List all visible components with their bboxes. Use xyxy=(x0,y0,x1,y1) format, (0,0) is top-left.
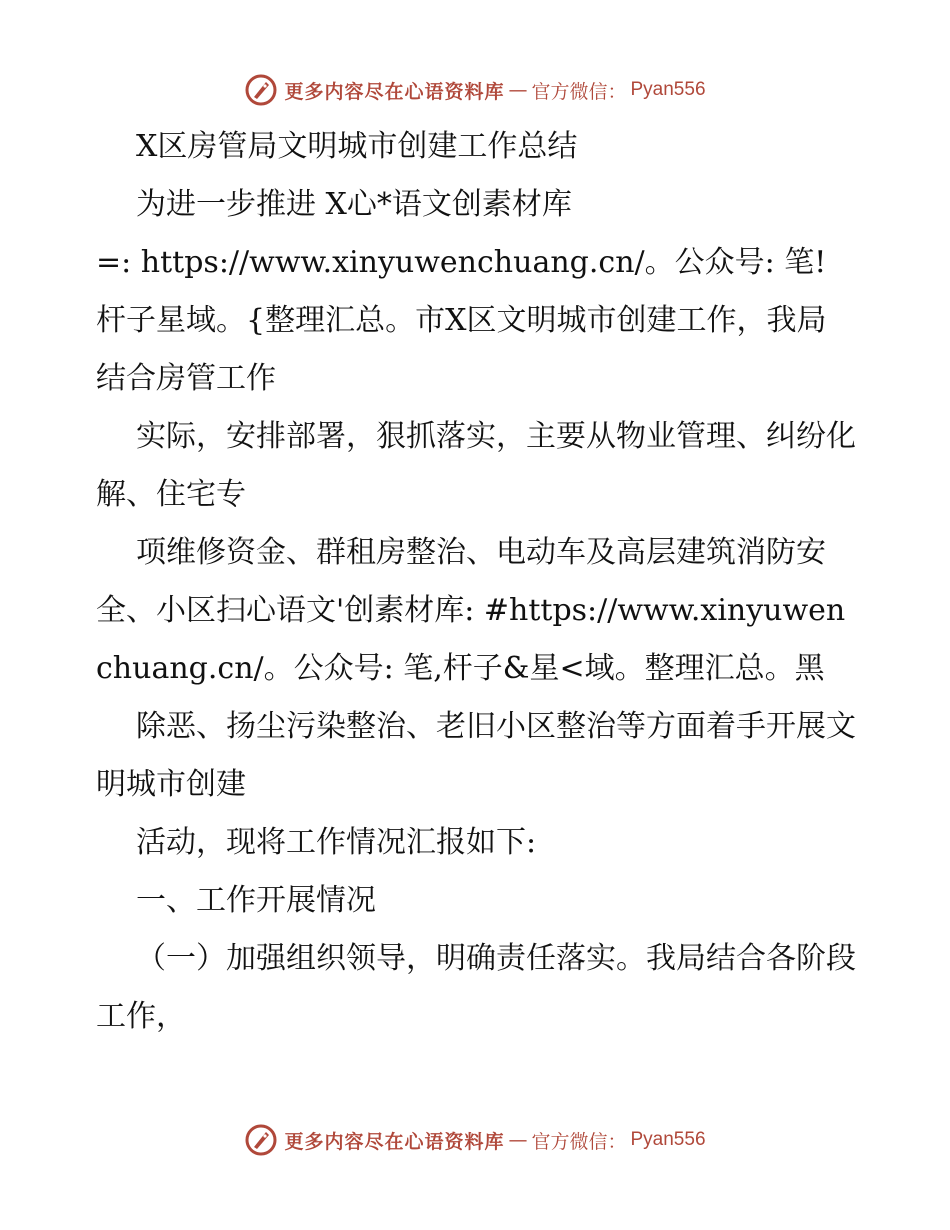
footer-watermark-banner xyxy=(0,1120,950,1160)
banner-wechat-id: Pyan556 xyxy=(630,1129,706,1150)
banner-text: 更多内容尽在心语资料库 xyxy=(284,1130,505,1153)
doc-title: X区房管局文明城市创建工作总结 xyxy=(136,129,578,164)
banner-wechat-label: 官方微信： xyxy=(531,1130,627,1153)
paragraph: （一）加强组织领导，明确责任落实。我局结合各阶段工作， xyxy=(96,941,856,1034)
pen-nib-logo-icon xyxy=(244,73,278,107)
document-body xyxy=(96,118,856,1046)
paragraph: 除恶、扬尘污染整治、老旧小区整治等方面着手开展文明城市创建 xyxy=(96,709,856,802)
banner-wechat-label: 官方微信： xyxy=(531,80,627,103)
paragraph: 实际，安排部署，狠抓落实，主要从物业管理、纠纷化解、住宅专 xyxy=(96,419,856,512)
banner-wechat-id: Pyan556 xyxy=(630,79,706,100)
header-watermark-banner xyxy=(0,70,950,110)
banner-text: 更多内容尽在心语资料库 xyxy=(284,80,505,103)
pen-nib-logo-icon xyxy=(244,1123,278,1157)
banner-separator: — xyxy=(508,79,528,101)
paragraph: 活动，现将工作情况汇报如下: xyxy=(136,825,537,860)
paragraph: =: https://www.xinyuwenchuang.cn/。公众号: 笔! 杆子星域。{整理汇总。市X区文明城市创建工作，我局结合房管工作 xyxy=(96,245,827,396)
paragraph: 项维修资金、群租房整治、电动车及高层建筑消防安全、小区扫心语文'创素材库: #https://www.xinyuwenchuang.cn/。公众号: 笔,杆子&星<域。整理汇总。黑 xyxy=(96,535,846,686)
paragraph: 为进一步推进 X心*语文创素材库 xyxy=(136,187,572,222)
banner-separator: — xyxy=(508,1129,528,1151)
section-heading: 一、工作开展情况 xyxy=(136,883,376,918)
